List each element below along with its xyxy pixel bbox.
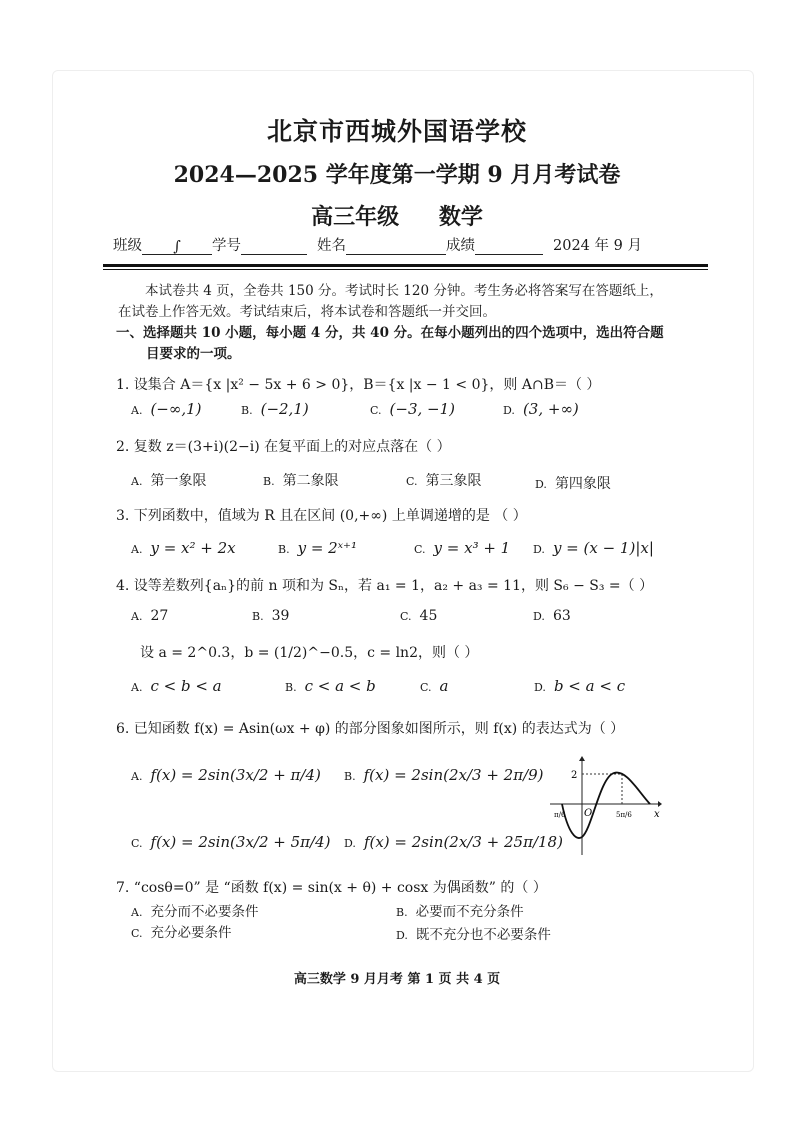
class-label: 班级 (113, 238, 142, 254)
q5-option-d-text: b < a < c (553, 677, 626, 695)
q3-option-d-text: y = (x − 1)|x| (552, 539, 654, 557)
q1-option-b-text: (−2,1) (260, 400, 309, 418)
name-field[interactable] (346, 239, 446, 255)
question-6-stem: 6. 已知函数 f(x) = Asin(ωx + φ) 的部分图象如图所示，则 f(x) 的表达式为（ ） (116, 721, 625, 737)
subject-label: 数学 (438, 204, 483, 230)
q7-option-c-label: C. (131, 927, 143, 940)
header-divider (103, 264, 708, 267)
q4-option-c[interactable] (400, 608, 437, 624)
q5-option-a[interactable] (131, 677, 222, 695)
q2-option-b[interactable] (263, 470, 339, 490)
q1-option-b[interactable] (241, 400, 309, 418)
sine-graph-figure (548, 755, 666, 860)
q1-option-c-label: C. (370, 404, 382, 417)
score-label: 成绩 (446, 238, 475, 254)
q5-option-c-text: a (439, 677, 449, 695)
q4-option-a[interactable] (131, 608, 168, 624)
q2-option-a-text: 第一象限 (150, 473, 207, 489)
q6-option-c-label: C. (131, 837, 143, 850)
q3-option-c-text: y = x³ + 1 (433, 539, 511, 557)
class-field[interactable]: ∫ (142, 239, 212, 255)
page-footer: 高三数学 9 月月考 第 1 页 共 4 页 (293, 972, 501, 987)
q6-option-b-label: B. (344, 770, 356, 783)
q2-option-d[interactable] (535, 473, 611, 493)
q6-option-d[interactable] (344, 833, 563, 851)
q4-option-d-text: 63 (552, 608, 571, 624)
q2-option-c-text: 第三象限 (425, 473, 482, 489)
instructions-line-2: 在试卷上作答无效。考试结束后，将本试卷和答题纸一并交回。 (118, 304, 496, 320)
q5-option-c-label: C. (420, 681, 432, 694)
graph-y-max-label: 2 (571, 770, 578, 781)
q4-option-d[interactable] (533, 608, 571, 624)
q5-option-d[interactable] (534, 677, 625, 695)
q4-option-b-text: 39 (271, 608, 290, 624)
q5-option-a-label: A. (131, 681, 143, 694)
question-1-stem: 1. 设集合 A＝{x |x² − 5x + 6 > 0}，B＝{x |x − 1 < 0}，则 A∩B＝（ ） (116, 377, 601, 393)
q7-option-a-label: A. (131, 906, 143, 919)
q2-option-c-label: C. (406, 475, 418, 488)
q6-option-a-label: A. (131, 770, 143, 783)
student-info-row (113, 234, 673, 255)
q1-option-a-label: A. (131, 404, 143, 417)
q7-option-a[interactable] (131, 900, 258, 920)
graph-right-point-label: 5π/6 (616, 811, 632, 819)
q2-option-d-text: 第四象限 (554, 476, 611, 492)
q2-option-d-label: D. (535, 478, 547, 491)
q3-option-a[interactable] (131, 539, 236, 557)
q6-option-d-label: D. (344, 837, 356, 850)
q7-option-b[interactable] (396, 900, 524, 920)
q4-option-b-label: B. (252, 610, 264, 623)
q1-option-a[interactable] (131, 400, 202, 418)
q2-option-a[interactable] (131, 470, 206, 490)
grade-subject (0, 200, 794, 231)
q2-option-a-label: A. (131, 475, 143, 488)
q1-option-d-label: D. (503, 404, 515, 417)
exam-date: 2024 年 9 月 (553, 238, 642, 254)
q7-option-d-text: 既不充分也不必要条件 (415, 927, 551, 943)
graph-x-axis-label: x (654, 809, 660, 820)
question-4-stem: 4. 设等差数列{aₙ}的前 n 项和为 Sₙ，若 a₁ = 1，a₂ + a₃ = 11，则 S₆ − S₃ =（ ） (116, 578, 654, 594)
q6-option-c-text: f(x) = 2sin(3x/2 + 5π/4) (150, 833, 331, 851)
header-divider-thin (103, 269, 708, 270)
q5-option-b-label: B. (285, 681, 297, 694)
q3-option-b-label: B. (278, 543, 290, 556)
school-name: 北京市西城外国语学校 (266, 117, 527, 146)
q6-option-a-text: f(x) = 2sin(3x/2 + π/4) (150, 766, 321, 784)
q5-option-c[interactable] (420, 677, 448, 695)
q3-option-d[interactable] (533, 539, 654, 557)
student-no-label: 学号 (212, 238, 241, 254)
q3-option-b[interactable] (278, 539, 357, 557)
q4-option-a-text: 27 (150, 608, 169, 624)
q6-option-b-text: f(x) = 2sin(2x/3 + 2π/9) (363, 766, 544, 784)
q3-option-d-label: D. (533, 543, 545, 556)
question-2-stem: 2. 复数 z＝(3+i)(2−i) 在复平面上的对应点落在（ ） (116, 439, 451, 455)
q5-option-a-text: c < b < a (150, 677, 222, 695)
q2-option-c[interactable] (406, 470, 482, 490)
q4-option-b[interactable] (252, 608, 289, 624)
q2-option-b-label: B. (263, 475, 275, 488)
graph-left-point-label: π/6 (554, 811, 566, 819)
sine-curve (562, 773, 650, 838)
q3-option-c-label: C. (414, 543, 426, 556)
student-no-field[interactable] (241, 239, 307, 255)
section-heading-line-1: 一、选择题共 10 小题，每小题 4 分，共 40 分。在每小题列出的四个选项中，选出符合题 (116, 325, 664, 341)
q6-option-d-text: f(x) = 2sin(2x/3 + 25π/18) (363, 833, 563, 851)
q4-option-d-label: D. (533, 610, 545, 623)
q1-option-c[interactable] (370, 400, 455, 418)
section-heading-line-2: 目要求的一项。 (146, 346, 241, 362)
q7-option-b-label: B. (396, 906, 408, 919)
score-field[interactable] (475, 239, 543, 255)
grade-label: 高三年级 (311, 204, 400, 230)
question-3-stem: 3. 下列函数中，值域为 R 且在区间 (0,+∞) 上单调递增的是 （ ） (116, 508, 527, 524)
q1-option-c-text: (−3, −1) (389, 400, 455, 418)
q1-option-d-text: (3, +∞) (522, 400, 579, 418)
q7-option-d-label: D. (396, 929, 408, 942)
question-5-stem: 设 a = 2^0.3，b = (1/2)^−0.5，c = ln2，则（ ） (140, 645, 479, 661)
name-label: 姓名 (317, 238, 346, 254)
graph-origin-label: O (584, 808, 593, 819)
q5-option-b[interactable] (285, 677, 376, 695)
q6-option-c[interactable] (131, 833, 330, 851)
q6-option-a[interactable] (131, 766, 321, 784)
instructions-line-1: 本试卷共 4 页，全卷共 150 分。考试时长 120 分钟。考生务必将答案写在答题纸上， (145, 283, 663, 299)
graph-x-arrow (658, 801, 662, 807)
q7-option-a-text: 充分而不必要条件 (150, 904, 259, 920)
q3-option-a-label: A. (131, 543, 143, 556)
q7-option-b-text: 必要而不充分条件 (415, 904, 524, 920)
graph-y-arrow (579, 756, 585, 761)
question-7-stem: 7. “cosθ=0” 是 “函数 f(x) = sin(x + θ) + cosx 为偶函数” 的（ ） (116, 880, 547, 896)
q6-option-b[interactable] (344, 766, 544, 784)
q3-option-c[interactable] (414, 539, 510, 557)
q5-option-d-label: D. (534, 681, 546, 694)
q7-option-c-text: 充分必要条件 (150, 925, 232, 941)
q7-option-d[interactable] (396, 923, 551, 943)
q3-option-b-text: y = 2ˣ⁺¹ (297, 539, 357, 557)
q1-option-a-text: (−∞,1) (150, 400, 202, 418)
q7-option-c[interactable] (131, 921, 232, 941)
q2-option-b-text: 第二象限 (282, 473, 339, 489)
exam-title: 2024—2025 学年度第一学期 9 月月考试卷 (173, 162, 621, 188)
q3-option-a-text: y = x² + 2x (150, 539, 236, 557)
q1-option-d[interactable] (503, 400, 579, 418)
q4-option-a-label: A. (131, 610, 143, 623)
q4-option-c-label: C. (400, 610, 412, 623)
q5-option-b-text: c < a < b (304, 677, 376, 695)
q1-option-b-label: B. (241, 404, 253, 417)
q4-option-c-text: 45 (419, 608, 438, 624)
